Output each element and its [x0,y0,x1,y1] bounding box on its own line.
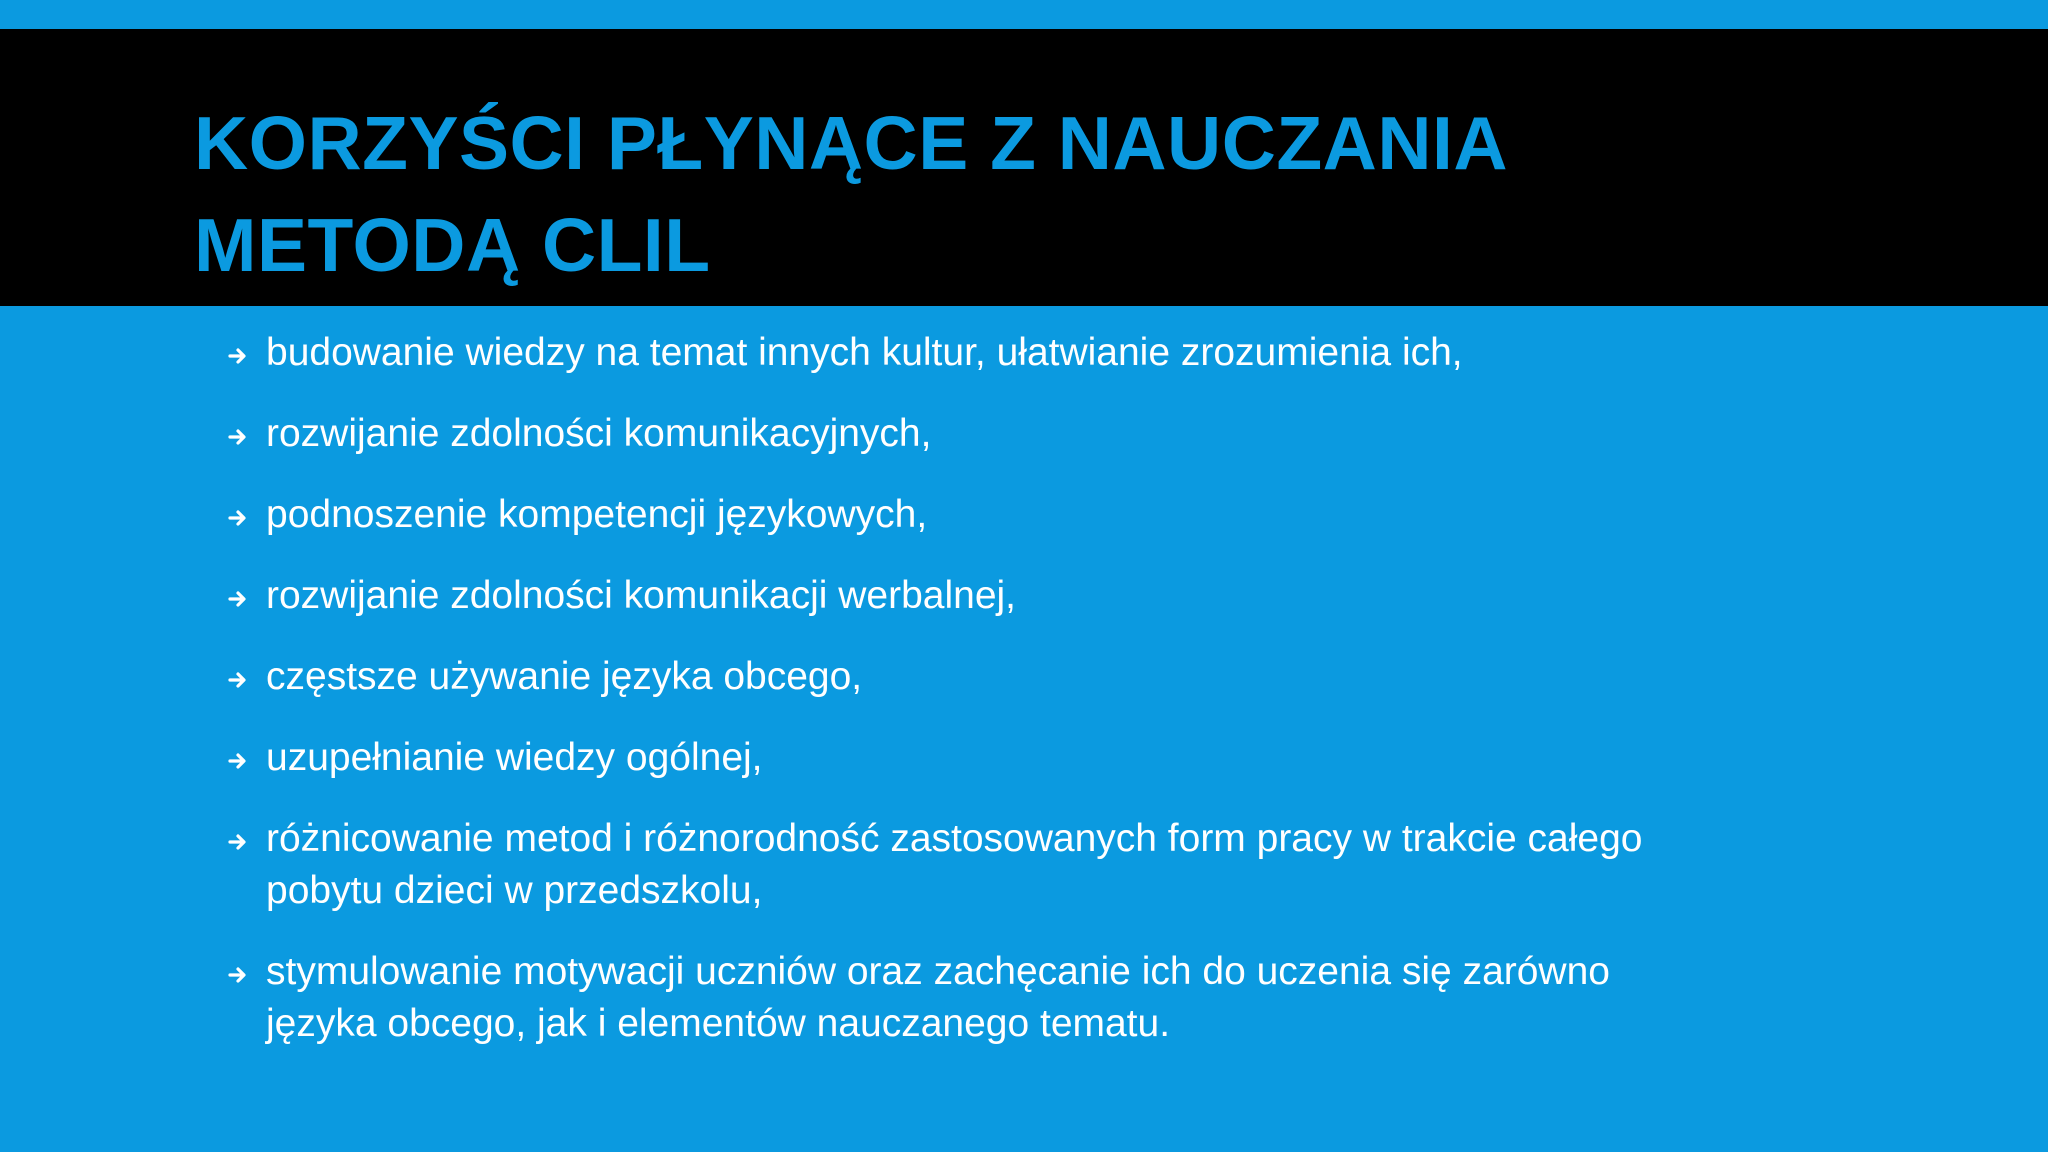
arrow-right-icon [228,832,248,852]
bullet-text: częstsze używanie języka obcego, [266,655,863,698]
bullet-item [228,732,1728,784]
bullet-item [228,489,1728,541]
bullet-item [228,813,1728,917]
bullet-text: budowanie wiedzy na temat innych kultur, ułatwianie zrozumienia ich, [266,331,1463,374]
bullet-text: pobytu dzieci w przedszkolu, [266,869,763,912]
bullet-text: podnoszenie kompetencji językowych, [266,493,928,536]
arrow-right-icon [228,427,248,447]
arrow-right-icon [228,965,248,985]
bullet-item [228,408,1728,460]
bullet-text: stymulowanie motywacji uczniów oraz zachęcanie ich do uczenia się zarówno [266,950,1610,993]
bullet-item [228,651,1728,703]
bullet-item [228,327,1728,379]
arrow-right-icon [228,508,248,528]
bullet-item [228,570,1728,622]
slide-title-line: METODĄ CLIL [194,203,711,287]
bullet-text: języka obcego, jak i elementów nauczanego tematu. [266,1002,1171,1045]
bullet-item [228,946,1728,1050]
bullet-text: różnicowanie metod i różnorodność zastosowanych form pracy w trakcie całego [266,817,1643,860]
slide-title-line: KORZYŚCI PŁYNĄCE Z NAUCZANIA [194,101,1509,185]
arrow-right-icon [228,751,248,771]
bullet-text: rozwijanie zdolności komunikacyjnych, [266,412,932,455]
arrow-right-icon [228,346,248,366]
arrow-right-icon [228,589,248,609]
bullet-text: uzupełnianie wiedzy ogólnej, [266,736,763,779]
bullet-text: rozwijanie zdolności komunikacji werbalnej, [266,574,1017,617]
arrow-right-icon [228,670,248,690]
